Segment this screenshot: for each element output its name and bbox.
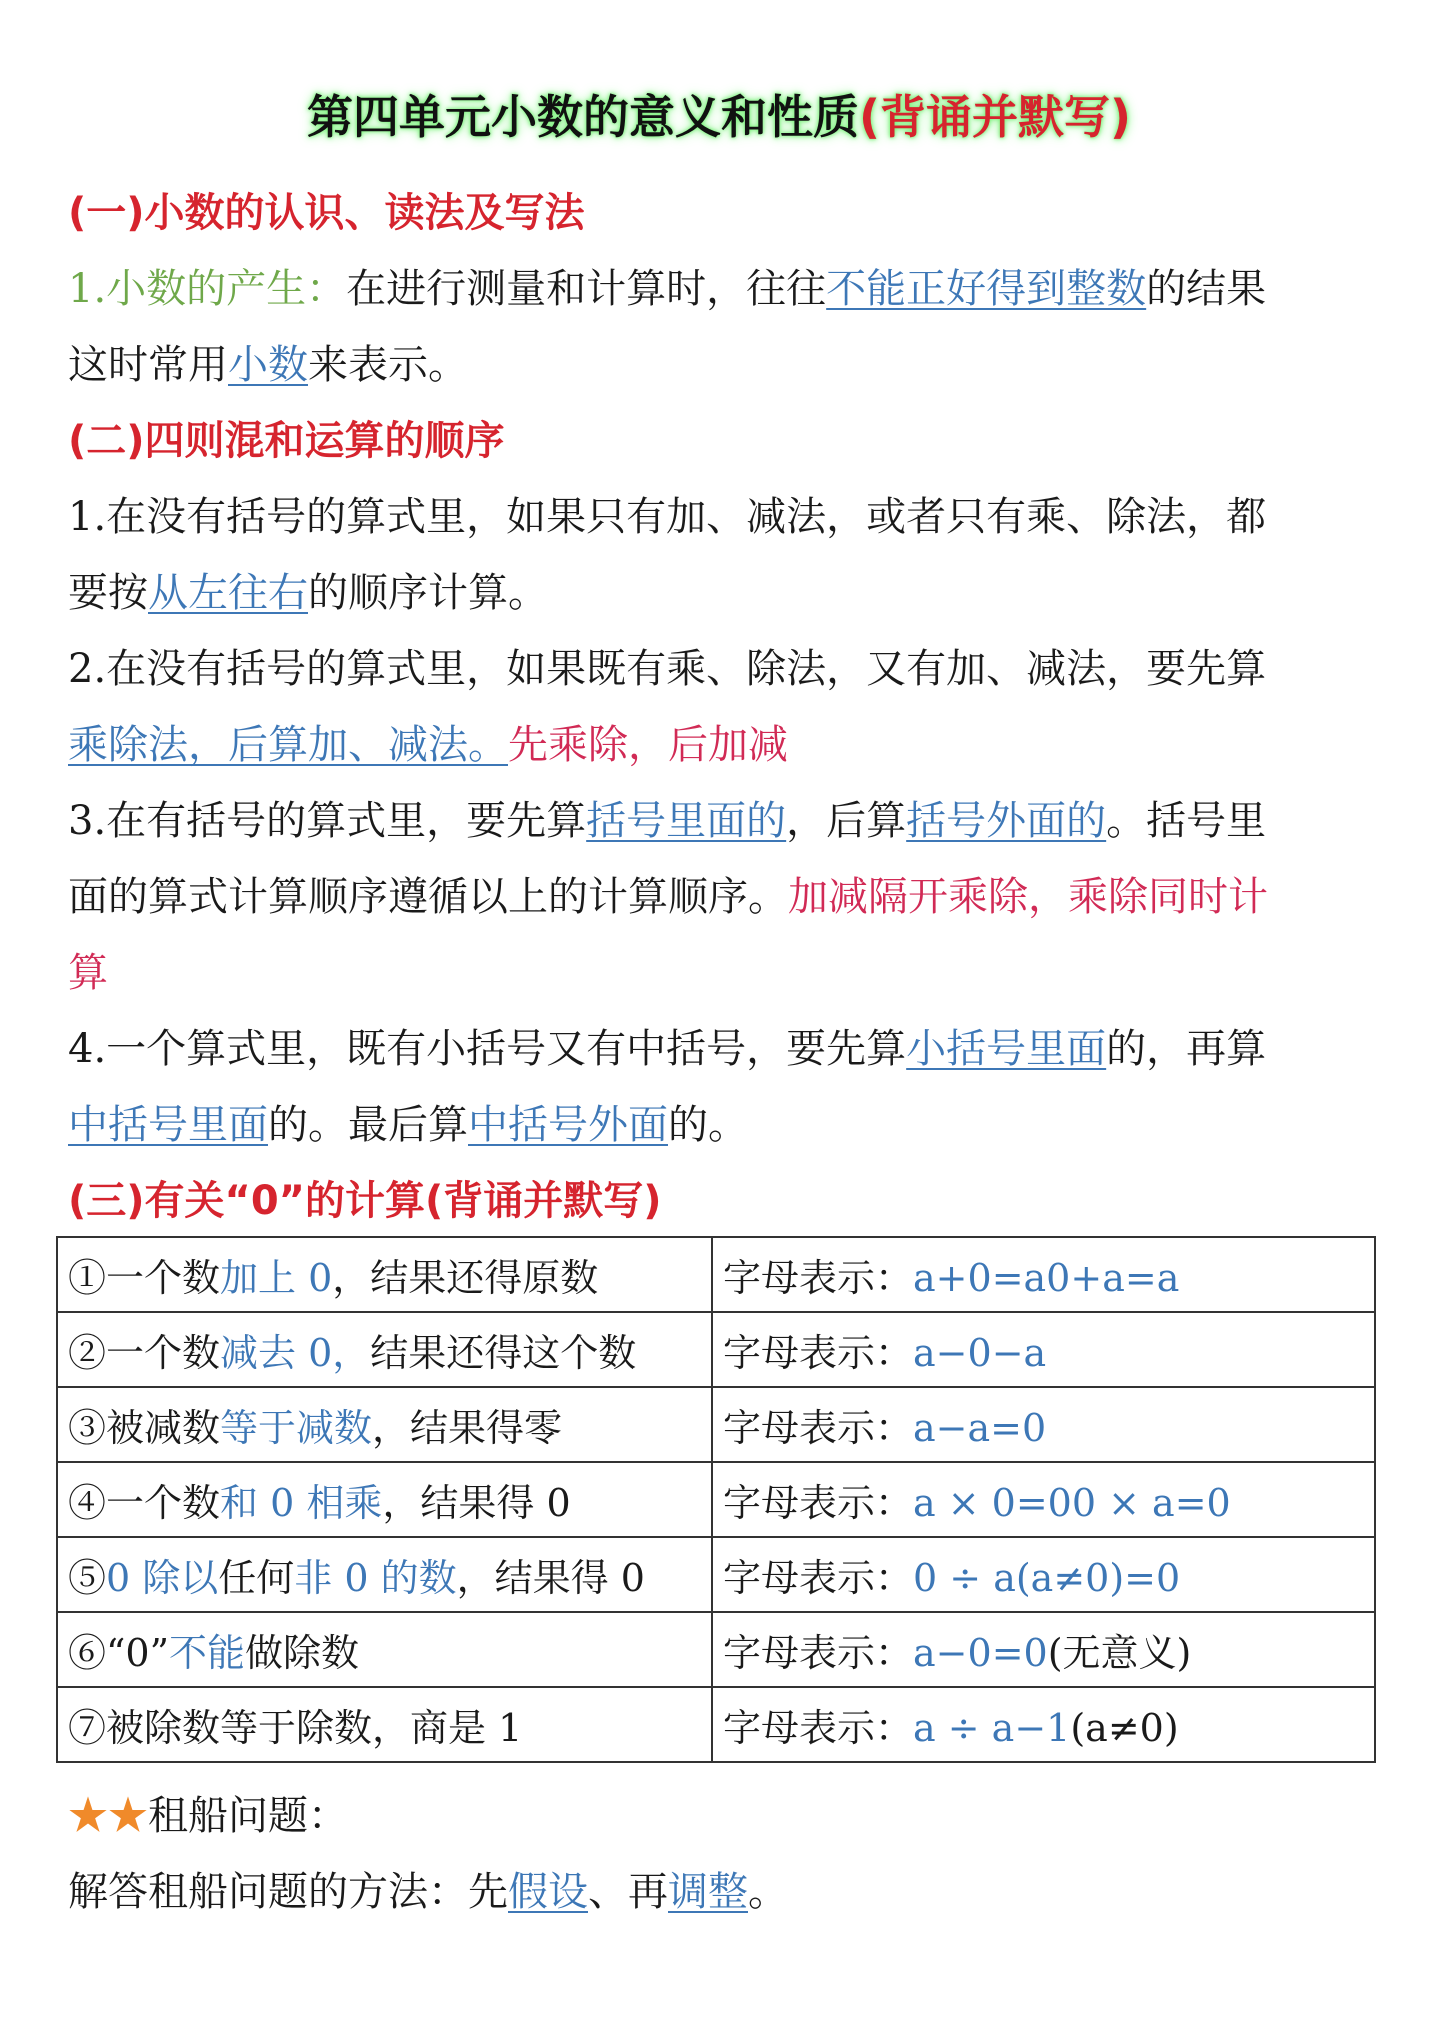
rule-cell: ⑥“0”不能做除数 [57,1612,712,1687]
table-row [57,1237,1375,1312]
table-row [57,1462,1375,1537]
fill-blank: 小数 [228,342,308,388]
section2-item2-line2 [68,707,1378,783]
mnemonic-note: 加减隔开乘除，乘除同时计 [788,874,1268,920]
fill-blank: 不能正好得到整数 [826,266,1147,312]
section2-item3-line3 [68,935,1378,1011]
rule-cell: ③被减数等于减数，结果得零 [57,1387,712,1462]
table-row [57,1687,1375,1762]
rule-cell: ④一个数和 0 相乘，结果得 0 [57,1462,712,1537]
section2-heading: (二)四则混和运算的顺序 [68,418,505,464]
page-title-suffix: (背诵并默写) [858,90,1132,144]
section3-heading: (三)有关“0”的计算(背诵并默写) [68,1178,662,1224]
section4-text: 解答租船问题的方法：先假设、再调整。 [68,1869,788,1915]
fill-blank: 调整 [668,1869,748,1915]
page-title [0,82,1438,152]
table-row [57,1312,1375,1387]
formula-cell: 字母表示：a+0=a0+a=a [712,1237,1375,1312]
zero-rules-table [56,1236,1376,1763]
rule-cell: ⑤0 除以任何非 0 的数，结果得 0 [57,1537,712,1612]
table-row [57,1612,1375,1687]
section1-heading: (一)小数的认识、读法及写法 [68,190,585,236]
page-title-main: 第四单元小数的意义和性质 [306,90,859,144]
star-icon: ★★ [68,1793,148,1839]
formula-cell: 字母表示：a × 0=00 × a=0 [712,1462,1375,1537]
formula-cell: 字母表示：0 ÷ a(a≠0)=0 [712,1537,1375,1612]
section2-item4-line2: 中括号里面的。最后算中括号外面的。 [68,1102,748,1148]
fill-blank: 小括号里面 [906,1026,1107,1072]
section1-item1-line1: 1.小数的产生：在进行测量和计算时，往往不能正好得到整数的结果 [68,266,1267,312]
formula-cell: 字母表示：a−0=0(无意义) [712,1612,1375,1687]
formula-cell: 字母表示：a−a=0 [712,1387,1375,1462]
rule-cell: ②一个数减去 0，结果还得这个数 [57,1312,712,1387]
section2-item3-line2: 面的算式计算顺序遵循以上的计算顺序。加减隔开乘除，乘除同时计 [68,874,1268,920]
fill-blank: 括号外面的 [906,798,1107,844]
mnemonic-note: 先乘除，后加减 [508,722,788,768]
section2-item4-line1: 4.一个算式里，既有小括号又有中括号，要先算小括号里面的，再算 [68,1026,1267,1072]
section2-item2-line1: 2.在没有括号的算式里，如果既有乘、除法，又有加、减法，要先算 [68,646,1267,692]
section2-item1-line1: 1.在没有括号的算式里，如果只有加、减法，或者只有乘、除法，都 [68,494,1267,540]
fill-blank: 中括号里面 [68,1102,268,1148]
formula-cell: 字母表示：a−0−a [712,1312,1375,1387]
rule-cell: ①一个数加上 0，结果还得原数 [57,1237,712,1312]
section2-item1-line2: 要按从左往右的顺序计算。 [68,570,548,616]
fill-blank: 从左往右 [148,570,308,616]
fill-blank: 乘除法，后算加、减法。 [68,722,508,768]
fill-blank: 括号里面的 [586,798,787,844]
mnemonic-note: 算 [68,950,108,996]
section2-item3-line1: 3.在有括号的算式里，要先算括号里面的，后算括号外面的。括号里 [68,798,1267,844]
section1-item1-line2: 这时常用小数来表示。 [68,342,468,388]
section4-heading: ★★租船问题： [68,1793,348,1839]
table-row [57,1537,1375,1612]
fill-blank: 假设 [508,1869,588,1915]
table-row [57,1387,1375,1462]
formula-cell: 字母表示：a ÷ a−1(a≠0) [712,1687,1375,1762]
rule-cell: ⑦被除数等于除数，商是 1 [57,1687,712,1762]
item-label: 1.小数的产生： [68,266,347,312]
fill-blank: 中括号外面 [468,1102,668,1148]
